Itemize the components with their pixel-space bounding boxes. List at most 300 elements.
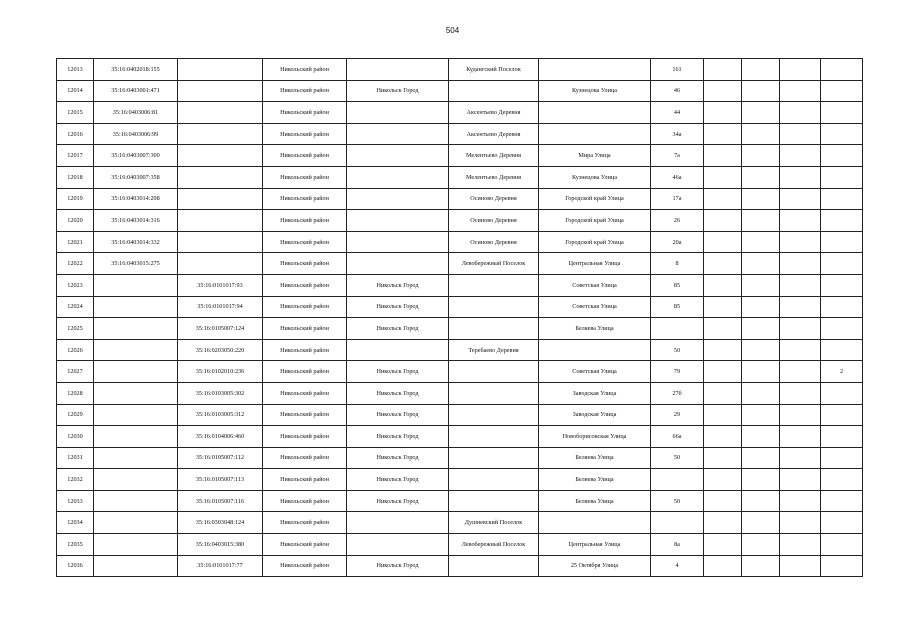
table-row — [57, 555, 863, 577]
street-cell: Городской край Улица — [539, 231, 651, 253]
extra-cell-1 — [704, 145, 742, 167]
cadastral-number-cell — [94, 274, 178, 296]
extra-cell-3 — [780, 512, 821, 534]
building-cadastral-cell: 35:16:0101017:94 — [178, 296, 263, 318]
settlement-cell — [449, 404, 539, 426]
registry-table — [56, 58, 863, 577]
settlement-cell — [449, 447, 539, 469]
street-cell: Советская Улица — [539, 361, 651, 383]
table-row — [57, 512, 863, 534]
apartment-cell — [821, 296, 863, 318]
apartment-cell — [821, 404, 863, 426]
cadastral-number-cell — [94, 426, 178, 448]
row-number-cell: 12020 — [57, 210, 94, 232]
table-row — [57, 102, 863, 124]
table-row — [57, 253, 863, 275]
cadastral-number-cell — [94, 534, 178, 556]
city-cell: Никольск Город — [347, 274, 449, 296]
extra-cell-2 — [742, 188, 780, 210]
extra-cell-3 — [780, 210, 821, 232]
row-number-cell: 12031 — [57, 447, 94, 469]
apartment-cell — [821, 339, 863, 361]
extra-cell-2 — [742, 253, 780, 275]
building-cadastral-cell — [178, 166, 263, 188]
building-cadastral-cell: 35:16:0105007:116 — [178, 490, 263, 512]
extra-cell-2 — [742, 102, 780, 124]
street-cell: Беляева Улица — [539, 318, 651, 340]
district-cell: Никольский район — [263, 296, 347, 318]
row-number-cell: 12033 — [57, 490, 94, 512]
building-cadastral-cell: 35:16:0105007:112 — [178, 447, 263, 469]
row-number-cell: 12019 — [57, 188, 94, 210]
row-number-cell: 12016 — [57, 123, 94, 145]
district-cell: Никольский район — [263, 123, 347, 145]
cadastral-number-cell — [94, 555, 178, 577]
extra-cell-1 — [704, 231, 742, 253]
building-cadastral-cell: 35:16:0403015:380 — [178, 534, 263, 556]
row-number-cell: 12021 — [57, 231, 94, 253]
extra-cell-2 — [742, 555, 780, 577]
settlement-cell: Осиново Деревня — [449, 231, 539, 253]
cadastral-number-cell: 35:16:0403014:298 — [94, 188, 178, 210]
apartment-cell — [821, 318, 863, 340]
extra-cell-2 — [742, 339, 780, 361]
apartment-cell — [821, 512, 863, 534]
settlement-cell: Осиново Деревня — [449, 188, 539, 210]
table-row — [57, 490, 863, 512]
settlement-cell — [449, 318, 539, 340]
row-number-cell: 12017 — [57, 145, 94, 167]
extra-cell-3 — [780, 145, 821, 167]
extra-cell-2 — [742, 490, 780, 512]
row-number-cell: 12030 — [57, 426, 94, 448]
building-cadastral-cell: 35:16:0104006:460 — [178, 426, 263, 448]
house-number-cell: 50 — [651, 447, 704, 469]
row-number-cell: 12014 — [57, 80, 94, 102]
house-number-cell: 66а — [651, 426, 704, 448]
settlement-cell: Кудангский Поселок — [449, 59, 539, 81]
row-number-cell: 12015 — [57, 102, 94, 124]
apartment-cell — [821, 102, 863, 124]
district-cell: Никольский район — [263, 145, 347, 167]
district-cell: Никольский район — [263, 512, 347, 534]
extra-cell-1 — [704, 123, 742, 145]
street-cell: Новоборисовская Улица — [539, 426, 651, 448]
table-row — [57, 361, 863, 383]
settlement-cell — [449, 274, 539, 296]
street-cell: Городской край Улица — [539, 188, 651, 210]
city-cell: Никольск Город — [347, 426, 449, 448]
extra-cell-3 — [780, 231, 821, 253]
row-number-cell: 12023 — [57, 274, 94, 296]
building-cadastral-cell — [178, 210, 263, 232]
extra-cell-2 — [742, 318, 780, 340]
apartment-cell — [821, 490, 863, 512]
table-row — [57, 188, 863, 210]
row-number-cell: 12036 — [57, 555, 94, 577]
house-number-cell: 8а — [651, 534, 704, 556]
extra-cell-1 — [704, 382, 742, 404]
extra-cell-3 — [780, 296, 821, 318]
city-cell — [347, 102, 449, 124]
street-cell: Кузнецова Улица — [539, 80, 651, 102]
row-number-cell: 12024 — [57, 296, 94, 318]
district-cell: Никольский район — [263, 80, 347, 102]
cadastral-number-cell: 35:16:0403007:358 — [94, 166, 178, 188]
building-cadastral-cell — [178, 59, 263, 81]
building-cadastral-cell: 35:16:0102010:236 — [178, 361, 263, 383]
city-cell — [347, 339, 449, 361]
cadastral-number-cell — [94, 512, 178, 534]
house-number-cell: 20а — [651, 231, 704, 253]
settlement-cell — [449, 555, 539, 577]
row-number-cell: 12034 — [57, 512, 94, 534]
street-cell: Беляева Улица — [539, 490, 651, 512]
extra-cell-2 — [742, 512, 780, 534]
extra-cell-2 — [742, 59, 780, 81]
house-number-cell: 4 — [651, 555, 704, 577]
settlement-cell — [449, 361, 539, 383]
street-cell: 25 Октября Улица — [539, 555, 651, 577]
house-number-cell: 161 — [651, 59, 704, 81]
district-cell: Никольский район — [263, 231, 347, 253]
table-row — [57, 382, 863, 404]
street-cell: Советская Улица — [539, 296, 651, 318]
extra-cell-3 — [780, 361, 821, 383]
extra-cell-3 — [780, 382, 821, 404]
house-number-cell: 50 — [651, 490, 704, 512]
extra-cell-3 — [780, 274, 821, 296]
street-cell — [539, 512, 651, 534]
street-cell — [539, 59, 651, 81]
house-number-cell — [651, 469, 704, 491]
settlement-cell — [449, 296, 539, 318]
city-cell: Никольск Город — [347, 382, 449, 404]
extra-cell-2 — [742, 231, 780, 253]
settlement-cell: Душневский Поселок — [449, 512, 539, 534]
table-row — [57, 339, 863, 361]
table-row — [57, 404, 863, 426]
building-cadastral-cell: 35:16:0105007:113 — [178, 469, 263, 491]
extra-cell-1 — [704, 80, 742, 102]
house-number-cell: 8 — [651, 253, 704, 275]
house-number-cell: 17а — [651, 188, 704, 210]
row-number-cell: 12022 — [57, 253, 94, 275]
extra-cell-2 — [742, 404, 780, 426]
extra-cell-2 — [742, 382, 780, 404]
apartment-cell — [821, 210, 863, 232]
extra-cell-3 — [780, 469, 821, 491]
cadastral-number-cell — [94, 382, 178, 404]
extra-cell-2 — [742, 145, 780, 167]
building-cadastral-cell: 35:16:0101017:93 — [178, 274, 263, 296]
district-cell: Никольский район — [263, 102, 347, 124]
street-cell: Городской край Улица — [539, 210, 651, 232]
apartment-cell — [821, 253, 863, 275]
extra-cell-1 — [704, 512, 742, 534]
street-cell: Мира Улица — [539, 145, 651, 167]
district-cell: Никольский район — [263, 426, 347, 448]
apartment-cell — [821, 59, 863, 81]
district-cell: Никольский район — [263, 382, 347, 404]
cadastral-number-cell — [94, 296, 178, 318]
house-number-cell: 85 — [651, 296, 704, 318]
city-cell — [347, 59, 449, 81]
city-cell — [347, 166, 449, 188]
extra-cell-2 — [742, 296, 780, 318]
extra-cell-3 — [780, 166, 821, 188]
extra-cell-1 — [704, 59, 742, 81]
table-row — [57, 231, 863, 253]
building-cadastral-cell: 35:16:0203050:220 — [178, 339, 263, 361]
table-row — [57, 166, 863, 188]
apartment-cell — [821, 426, 863, 448]
extra-cell-3 — [780, 426, 821, 448]
district-cell: Никольский район — [263, 490, 347, 512]
registry-body — [57, 59, 863, 577]
table-row — [57, 447, 863, 469]
page-number: 504 — [445, 26, 460, 35]
extra-cell-1 — [704, 296, 742, 318]
row-number-cell: 12027 — [57, 361, 94, 383]
extra-cell-3 — [780, 102, 821, 124]
row-number-cell: 12026 — [57, 339, 94, 361]
city-cell — [347, 123, 449, 145]
apartment-cell — [821, 447, 863, 469]
settlement-cell: Левобережный Поселок — [449, 253, 539, 275]
extra-cell-1 — [704, 534, 742, 556]
table-row — [57, 534, 863, 556]
extra-cell-1 — [704, 188, 742, 210]
extra-cell-1 — [704, 339, 742, 361]
district-cell: Никольский район — [263, 166, 347, 188]
district-cell: Никольский район — [263, 534, 347, 556]
house-number-cell: 85 — [651, 274, 704, 296]
street-cell — [539, 339, 651, 361]
house-number-cell: 44 — [651, 102, 704, 124]
apartment-cell — [821, 231, 863, 253]
cadastral-number-cell: 35:16:0403006:81 — [94, 102, 178, 124]
settlement-cell: Левобережный Поселок — [449, 534, 539, 556]
extra-cell-3 — [780, 253, 821, 275]
extra-cell-1 — [704, 490, 742, 512]
street-cell: Советская Улица — [539, 274, 651, 296]
settlement-cell — [449, 80, 539, 102]
extra-cell-2 — [742, 80, 780, 102]
extra-cell-3 — [780, 188, 821, 210]
city-cell — [347, 253, 449, 275]
apartment-cell — [821, 188, 863, 210]
apartment-cell — [821, 555, 863, 577]
district-cell: Никольский район — [263, 59, 347, 81]
city-cell — [347, 231, 449, 253]
city-cell — [347, 534, 449, 556]
extra-cell-2 — [742, 210, 780, 232]
settlement-cell: Теребаево Деревня — [449, 339, 539, 361]
cadastral-number-cell: 35:16:0403014:332 — [94, 231, 178, 253]
building-cadastral-cell — [178, 188, 263, 210]
table-row — [57, 274, 863, 296]
extra-cell-2 — [742, 274, 780, 296]
house-number-cell — [651, 512, 704, 534]
building-cadastral-cell: 35:16:0103005:312 — [178, 404, 263, 426]
district-cell: Никольский район — [263, 253, 347, 275]
row-number-cell: 12018 — [57, 166, 94, 188]
building-cadastral-cell: 35:16:0105007:124 — [178, 318, 263, 340]
district-cell: Никольский район — [263, 404, 347, 426]
building-cadastral-cell — [178, 231, 263, 253]
street-cell: Центральная Улица — [539, 253, 651, 275]
city-cell — [347, 188, 449, 210]
house-number-cell: 29 — [651, 404, 704, 426]
cadastral-number-cell: 35:16:0403014:316 — [94, 210, 178, 232]
city-cell — [347, 210, 449, 232]
extra-cell-3 — [780, 339, 821, 361]
extra-cell-3 — [780, 555, 821, 577]
extra-cell-1 — [704, 555, 742, 577]
settlement-cell: Аксентьево Деревня — [449, 102, 539, 124]
extra-cell-3 — [780, 59, 821, 81]
district-cell: Никольский район — [263, 210, 347, 232]
row-number-cell: 12028 — [57, 382, 94, 404]
apartment-cell: 2 — [821, 361, 863, 383]
extra-cell-1 — [704, 404, 742, 426]
apartment-cell — [821, 274, 863, 296]
table-row — [57, 318, 863, 340]
cadastral-number-cell: 35:16:0403007:300 — [94, 145, 178, 167]
apartment-cell — [821, 166, 863, 188]
street-cell — [539, 123, 651, 145]
extra-cell-2 — [742, 447, 780, 469]
extra-cell-2 — [742, 469, 780, 491]
city-cell — [347, 145, 449, 167]
cadastral-number-cell — [94, 469, 178, 491]
district-cell: Никольский район — [263, 318, 347, 340]
settlement-cell — [449, 490, 539, 512]
settlement-cell — [449, 426, 539, 448]
apartment-cell — [821, 534, 863, 556]
settlement-cell: Осиново Деревня — [449, 210, 539, 232]
row-number-cell: 12032 — [57, 469, 94, 491]
cadastral-number-cell — [94, 361, 178, 383]
table-row — [57, 80, 863, 102]
apartment-cell — [821, 382, 863, 404]
extra-cell-2 — [742, 123, 780, 145]
table-row — [57, 296, 863, 318]
district-cell: Никольский район — [263, 361, 347, 383]
district-cell: Никольский район — [263, 188, 347, 210]
extra-cell-1 — [704, 318, 742, 340]
extra-cell-3 — [780, 490, 821, 512]
table-row — [57, 210, 863, 232]
settlement-cell — [449, 469, 539, 491]
city-cell: Никольск Город — [347, 296, 449, 318]
extra-cell-3 — [780, 534, 821, 556]
apartment-cell — [821, 80, 863, 102]
city-cell — [347, 512, 449, 534]
city-cell: Никольск Город — [347, 490, 449, 512]
extra-cell-1 — [704, 469, 742, 491]
settlement-cell — [449, 382, 539, 404]
district-cell: Никольский район — [263, 469, 347, 491]
apartment-cell — [821, 123, 863, 145]
cadastral-number-cell — [94, 490, 178, 512]
extra-cell-3 — [780, 123, 821, 145]
house-number-cell — [651, 318, 704, 340]
city-cell: Никольск Город — [347, 80, 449, 102]
table-row — [57, 145, 863, 167]
building-cadastral-cell: 35:16:0103005:302 — [178, 382, 263, 404]
cadastral-number-cell: 35:16:0403015:275 — [94, 253, 178, 275]
district-cell: Никольский район — [263, 555, 347, 577]
house-number-cell: 79 — [651, 361, 704, 383]
extra-cell-3 — [780, 318, 821, 340]
settlement-cell: Мелентьево Деревня — [449, 166, 539, 188]
apartment-cell — [821, 469, 863, 491]
district-cell: Никольский район — [263, 339, 347, 361]
extra-cell-2 — [742, 534, 780, 556]
table-row — [57, 469, 863, 491]
building-cadastral-cell — [178, 145, 263, 167]
cadastral-number-cell — [94, 447, 178, 469]
city-cell: Никольск Город — [347, 404, 449, 426]
street-cell: Беляева Улица — [539, 447, 651, 469]
cadastral-number-cell — [94, 339, 178, 361]
city-cell: Никольск Город — [347, 447, 449, 469]
house-number-cell: 50 — [651, 339, 704, 361]
extra-cell-3 — [780, 447, 821, 469]
table-row — [57, 123, 863, 145]
city-cell: Никольск Город — [347, 361, 449, 383]
house-number-cell: 34а — [651, 123, 704, 145]
extra-cell-1 — [704, 447, 742, 469]
extra-cell-1 — [704, 426, 742, 448]
extra-cell-1 — [704, 361, 742, 383]
cadastral-number-cell — [94, 404, 178, 426]
building-cadastral-cell — [178, 102, 263, 124]
row-number-cell: 12025 — [57, 318, 94, 340]
street-cell: Кузнецова Улица — [539, 166, 651, 188]
street-cell — [539, 102, 651, 124]
settlement-cell: Мелентьево Деревня — [449, 145, 539, 167]
building-cadastral-cell — [178, 123, 263, 145]
extra-cell-1 — [704, 274, 742, 296]
street-cell: Беляева Улица — [539, 469, 651, 491]
row-number-cell: 12035 — [57, 534, 94, 556]
building-cadastral-cell: 35:16:0101017:77 — [178, 555, 263, 577]
row-number-cell: 12013 — [57, 59, 94, 81]
extra-cell-1 — [704, 102, 742, 124]
extra-cell-3 — [780, 80, 821, 102]
house-number-cell: 46а — [651, 166, 704, 188]
street-cell: Центральная Улица — [539, 534, 651, 556]
building-cadastral-cell — [178, 253, 263, 275]
district-cell: Никольский район — [263, 447, 347, 469]
table-row — [57, 59, 863, 81]
cadastral-number-cell — [94, 318, 178, 340]
extra-cell-2 — [742, 361, 780, 383]
extra-cell-2 — [742, 166, 780, 188]
extra-cell-1 — [704, 210, 742, 232]
settlement-cell: Аксентьево Деревня — [449, 123, 539, 145]
district-cell: Никольский район — [263, 274, 347, 296]
city-cell: Никольск Город — [347, 318, 449, 340]
street-cell: Заводская Улица — [539, 382, 651, 404]
apartment-cell — [821, 145, 863, 167]
city-cell: Никольск Город — [347, 555, 449, 577]
city-cell: Никольск Город — [347, 469, 449, 491]
extra-cell-3 — [780, 404, 821, 426]
